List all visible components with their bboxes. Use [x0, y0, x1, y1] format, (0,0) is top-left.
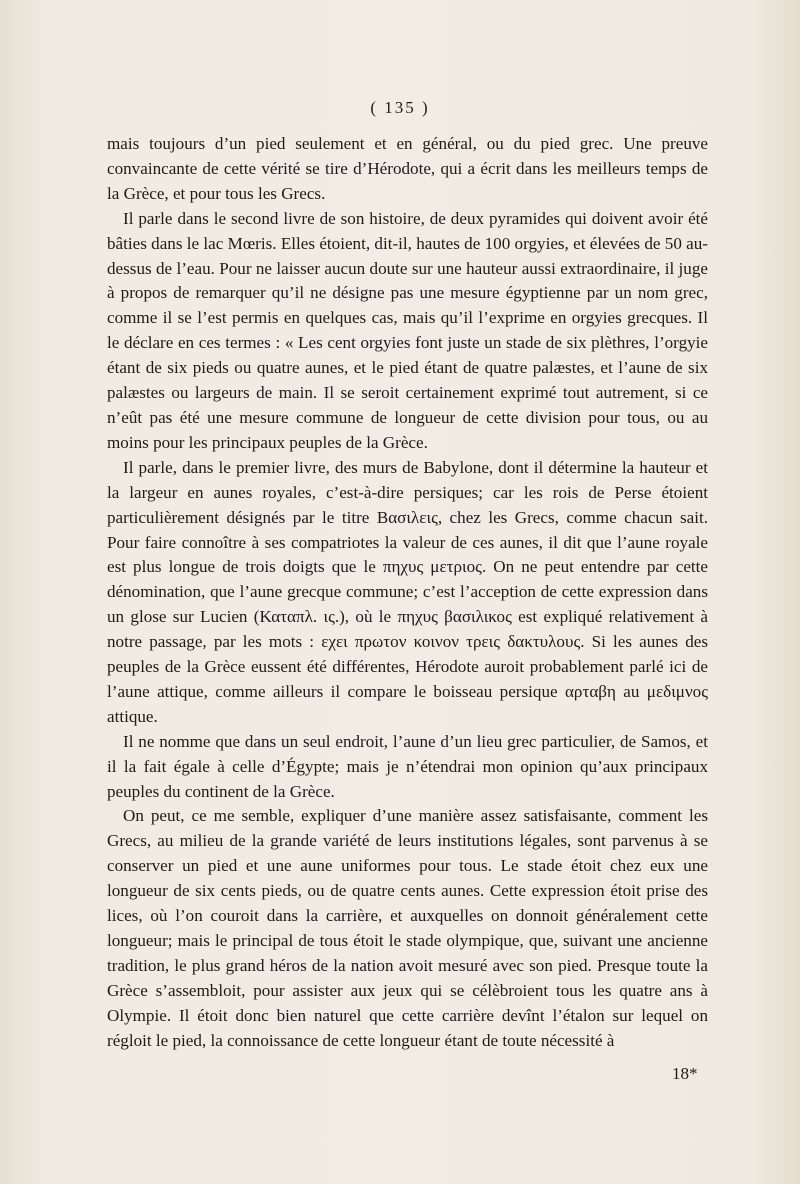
body-text — [107, 132, 708, 1054]
page-number: ( 135 ) — [370, 98, 430, 117]
paragraph: Il parle dans le second livre de son histoire, de deux pyramides qui doivent avoir été bâties dans le lac Mœris. Elles étoient, dit-il, hautes de 100 orgyies, et élevées de 50 au-dessus de l’eau. Pour ne laisser aucun doute sur une hauteur aussi extraordinaire, il juge à propos de remarquer qu’il ne désigne pas une mesure égyptienne par un nom grec, comme il se l’est permis en quelques cas, mais qu’il l’exprime en orgyies grecques. Il le déclare en ces termes : « Les cent orgyies font juste un stade de six plèthres, l’orgyie étant de six pieds ou quatre aunes, et le pied étant de quatre palæstes, et l’aune de six palæstes ou largeurs de main. Il se seroit certainement exprimé tout autrement, si ce n’eût pas été une mesure commune de longueur de cette division pour tous, ou au moins pour les principaux peuples de la Grèce. — [107, 208, 708, 452]
paragraph: On peut, ce me semble, expliquer d’une manière assez satisfaisante, comment les Grecs, au milieu de la grande variété de leurs institutions légales, sont parvenus à se conserver un pied et une aune uniformes pour tous. Le stade étoit chez eux une longueur de six cents pieds, ou de quatre cents aunes. Cette expression étoit prise des lices, où l’on couroit dans la carrière, et auxquelles on donnoit généralement cette longueur; mais le principal de tous étoit le stade olympique, que, suivant une ancienne tradition, le plus grand héros de la nation avoit mesuré avec son pied. Presque toute la Grèce s’assembloit, pour assister aux jeux qui se célèbroient tous les quatre ans à Olympie. Il étoit donc bien naturel que cette carrière devînt l’étalon sur lequel on régloit le pied, la connoissance de cette longueur étant de toute nécessité à — [107, 806, 708, 1050]
paragraph: mais toujours d’un pied seulement et en général, ou du pied grec. Une preuve convaincante de cette vérité se tire d’Hérodote, qui a écrit dans les meilleurs temps de la Grèce, et pour tous les Grecs. — [107, 134, 708, 203]
paragraph: Il ne nomme que dans un seul endroit, l’aune d’un lieu grec particulier, de Samos, et il la fait égale à celle d’Égypte; mais je n’étendrai mon opinion qu’aux principaux peuples du continent de la Grèce. — [107, 731, 708, 801]
signature-mark: 18* — [672, 1064, 698, 1083]
paragraph: Il parle, dans le premier livre, des murs de Babylone, dont il détermine la hauteur et la largeur en aunes royales, c’est-à-dire persiques; car les rois de Perse étoient particulièrement désignés par le titre Βασιλεις, chez les Grecs, comme chacun sait. Pour faire connoître à ses compatriotes la valeur de ces aunes, il dit que l’aune royale est plus longue de trois doigts que le πηχυς μετριος. On ne peut entendre par cette dénomination, que l’aune grecque commune; c’est l’acception de cette expression dans un glose sur Lucien (Καταπλ. ις.), où le πηχυς βασιλικος est expliqué relativement à notre passage, par les mots : εχει πρωτον κοινον τρεις δακτυλους. Si les aunes des peuples de la Grèce eussent été différentes, Hérodote auroit probablement parlé ici de l’aune attique, comme ailleurs il compare le boisseau persique αρταβη au μεδιμνος attique. — [107, 457, 708, 726]
